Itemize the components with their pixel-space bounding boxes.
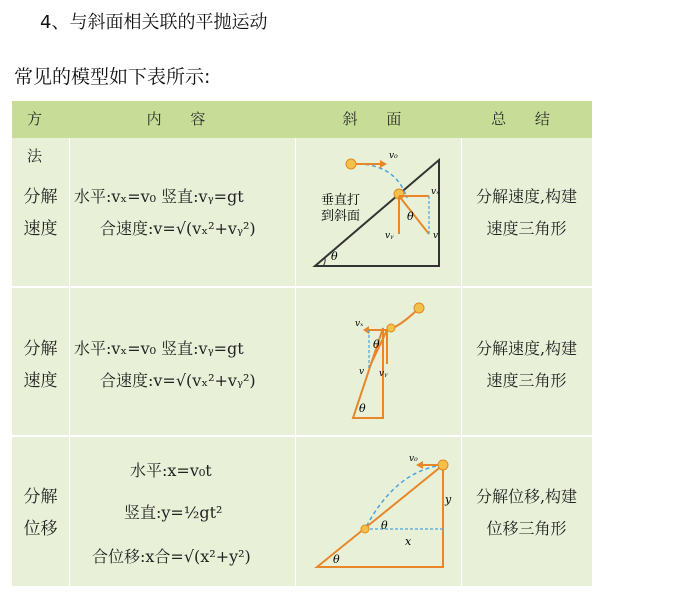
diagram-caption: 到斜面 (321, 209, 361, 224)
content-line: 合位移:x合=√(x²+y²) (92, 547, 251, 566)
row1-summary (461, 181, 592, 245)
row2-content (74, 333, 292, 397)
angle-label: θ (331, 250, 338, 263)
incline-velocity-diagram (295, 138, 461, 286)
content-line: 合速度:v=√(vₓ²+vᵧ²) (100, 371, 256, 390)
angle-label: θ (407, 210, 414, 223)
method-line: 分解 (23, 187, 58, 207)
method-line: 位移 (23, 519, 58, 539)
header-method: 方 法 (26, 110, 54, 165)
row2-summary (461, 333, 592, 397)
content-line: 合速度:v=√(vₓ²+vᵧ²) (100, 219, 256, 238)
v-label: v (433, 231, 439, 241)
row3-diagram (295, 437, 461, 586)
method-line: 速度 (23, 371, 58, 391)
vy-label: vᵧ (379, 369, 388, 379)
row3-method (12, 481, 69, 545)
angle-label: θ (373, 338, 380, 351)
vy-label: vᵧ (385, 231, 394, 241)
header-incline: 斜 面 (342, 110, 414, 128)
row1-content (74, 181, 292, 245)
row3-summary (461, 481, 592, 545)
summary-line: 分解位移,构建 (475, 487, 578, 506)
y-label: y (445, 493, 452, 506)
content-line: 水平:vₓ=v₀ 竖直:vᵧ=gt (74, 187, 244, 206)
method-line: 速度 (23, 219, 58, 239)
vx-label: vₓ (431, 187, 440, 197)
summary-line: 位移三角形 (486, 519, 567, 538)
method-line: 分解 (23, 339, 58, 359)
v0-label: v₀ (389, 151, 398, 161)
model-table (12, 101, 592, 586)
row1-diagram (295, 138, 461, 286)
angle-label: θ (359, 402, 366, 415)
row3-content (74, 451, 292, 579)
diagram-caption: 垂直打 (321, 193, 361, 208)
incline-displacement-diagram (295, 437, 461, 586)
incline-velocity-diagram-2 (295, 288, 461, 435)
summary-line: 速度三角形 (486, 371, 567, 390)
header-summary: 总 结 (491, 110, 562, 128)
header-content: 内 容 (146, 110, 218, 128)
content-line: 水平:vₓ=v₀ 竖直:vᵧ=gt (74, 339, 244, 358)
summary-line: 分解速度,构建 (475, 339, 578, 358)
row2-diagram (295, 288, 461, 435)
angle-label: θ (333, 553, 340, 566)
column-divider (69, 138, 70, 586)
section-heading: 4、与斜面相关联的平抛运动 (40, 12, 268, 33)
intro-text: 常见的模型如下表所示: (14, 66, 211, 88)
v-label: v (359, 367, 365, 377)
summary-line: 分解速度,构建 (475, 187, 578, 206)
row2-method (12, 333, 69, 397)
row1-method (12, 181, 69, 245)
method-line: 分解 (23, 487, 58, 507)
angle-label: θ (381, 519, 388, 532)
v0-label: v₀ (409, 454, 418, 464)
vx-label: vₓ (355, 319, 364, 329)
content-line: 竖直:y=½gt² (124, 503, 223, 522)
content-line: 水平:x=v₀t (130, 461, 212, 480)
summary-line: 速度三角形 (486, 219, 567, 238)
x-label: x (405, 535, 412, 548)
